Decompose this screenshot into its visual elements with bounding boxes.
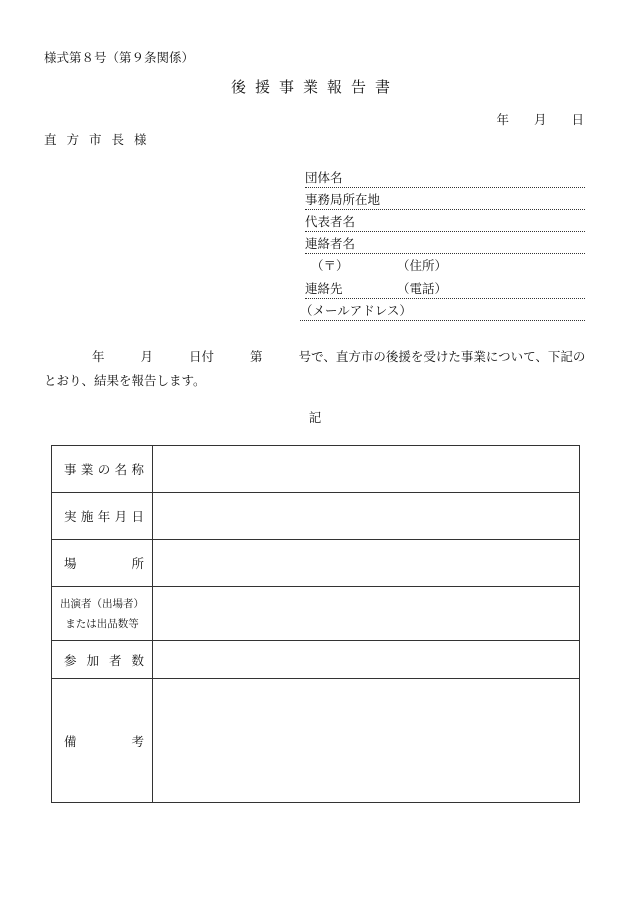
- statement-month: 月: [140, 349, 154, 364]
- contact-field: [305, 280, 585, 299]
- row-label: [52, 679, 153, 803]
- statement-day: 日付: [189, 349, 215, 364]
- row-label: [52, 540, 153, 587]
- contact-person-label: 連絡者名: [305, 236, 356, 251]
- report-table: [51, 445, 580, 803]
- event-name-label: 事 業 の 名 称: [64, 462, 144, 477]
- contact-label: 連絡先: [305, 281, 343, 296]
- phone-label: （電話）: [397, 281, 448, 296]
- office-address-field: [305, 191, 585, 210]
- row-label: [52, 587, 153, 641]
- statement-year: 年: [92, 349, 105, 364]
- report-statement: [44, 345, 588, 393]
- table-row: [52, 679, 580, 803]
- ki-heading: 記: [308, 410, 322, 425]
- table-row: [52, 493, 580, 540]
- document-title: 後援事業報告書: [230, 78, 399, 96]
- table-row: [52, 446, 580, 493]
- contact-person-field: [305, 235, 585, 254]
- date-line: 年 月 日: [496, 112, 584, 127]
- addressee: 直方市長様: [44, 132, 157, 147]
- email-label: （メールアドレス）: [300, 303, 412, 318]
- row-label: [52, 493, 153, 540]
- event-date-label: 実 施 年 月 日: [64, 509, 144, 524]
- table-row: [52, 587, 580, 641]
- group-name-field: [305, 169, 585, 188]
- event-name-value: [153, 446, 580, 493]
- form-number: 様式第８号（第９条関係）: [44, 50, 195, 65]
- office-address-label: 事務局所在地: [305, 192, 381, 207]
- table-row: [52, 641, 580, 679]
- table-row: [52, 540, 580, 587]
- email-field: [300, 302, 585, 321]
- performers-label-line1: 出演者（出場者）: [60, 597, 144, 610]
- representative-field: [305, 213, 585, 232]
- representative-label: 代表者名: [305, 214, 356, 229]
- row-label: [52, 446, 153, 493]
- remarks-label: 備 考: [64, 733, 144, 749]
- postal-code-label: （〒）: [311, 258, 349, 273]
- row-label: [52, 641, 153, 679]
- venue-value: [153, 540, 580, 587]
- remarks-value: [153, 679, 580, 803]
- performers-value: [153, 587, 580, 641]
- participants-label: 参 加 者 数: [64, 652, 144, 668]
- address-label: （住所）: [397, 258, 448, 273]
- event-date-value: [153, 493, 580, 540]
- venue-label: 場 所: [64, 556, 144, 571]
- participants-value: [153, 641, 580, 679]
- statement-dai: 第: [250, 349, 263, 364]
- performers-label-line2: または出品数等: [65, 617, 139, 630]
- postal-address-row: [305, 257, 585, 275]
- statement-rest: 号で、直方市の後援を受けた事業について、下記のとおり、結果を報告します。: [44, 349, 586, 388]
- group-name-label: 団体名: [305, 170, 343, 185]
